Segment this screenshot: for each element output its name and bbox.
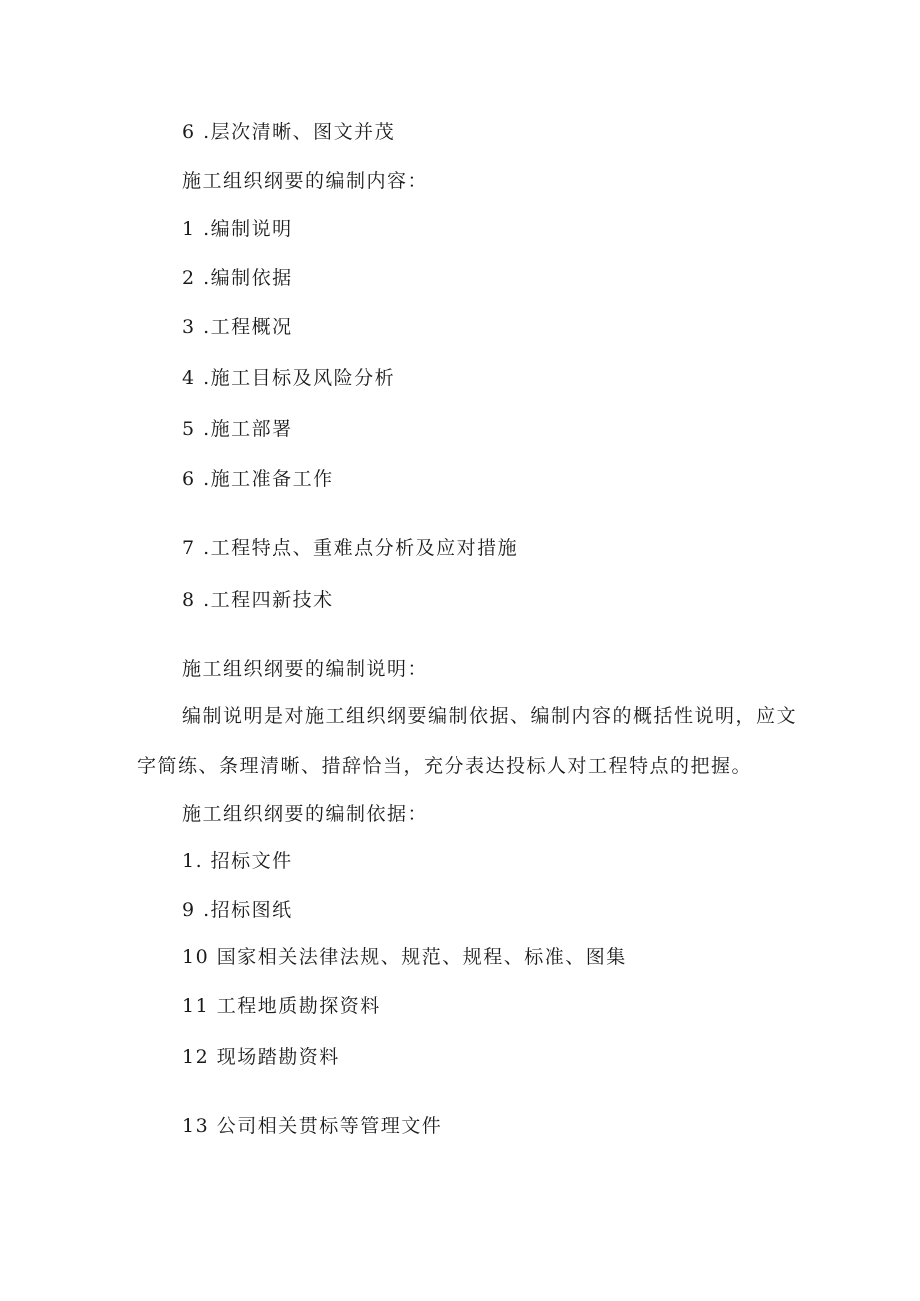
list-item: 5 .施工部署: [182, 418, 293, 440]
list-item: 2 .编制依据: [182, 267, 293, 289]
list-item: 13 公司相关贯标等管理文件: [182, 1115, 443, 1137]
list-item: 7 .工程特点、重难点分析及应对措施: [182, 537, 519, 559]
list-item: 1 .编制说明: [182, 218, 293, 240]
list-item: 1. 招标文件: [182, 850, 293, 872]
list-item: 11 工程地质勘探资料: [182, 995, 381, 1017]
list-item: 6 .施工准备工作: [182, 468, 334, 490]
body-paragraph: 编制说明是对施工组织纲要编制依据、编制内容的概括性说明，应文字简练、条理清晰、措辞恰当，充分表达投标人对工程特点的把握。: [137, 705, 798, 777]
section-heading: 施工组织纲要的编制内容：: [182, 170, 429, 192]
text-line: 6 .层次清晰、图文并茂: [182, 121, 396, 143]
list-item: 4 .施工目标及风险分析: [182, 367, 396, 389]
section-heading: 施工组织纲要的编制说明：: [182, 658, 429, 680]
list-item: 3 .工程概况: [182, 316, 293, 338]
list-item: 9 .招标图纸: [182, 899, 293, 921]
list-item: 12 现场踏勘资料: [182, 1046, 340, 1068]
list-item: 8 .工程四新技术: [182, 589, 334, 611]
list-item: 10 国家相关法律法规、规范、规程、标准、图集: [182, 946, 627, 968]
section-heading: 施工组织纲要的编制依据：: [182, 803, 429, 825]
